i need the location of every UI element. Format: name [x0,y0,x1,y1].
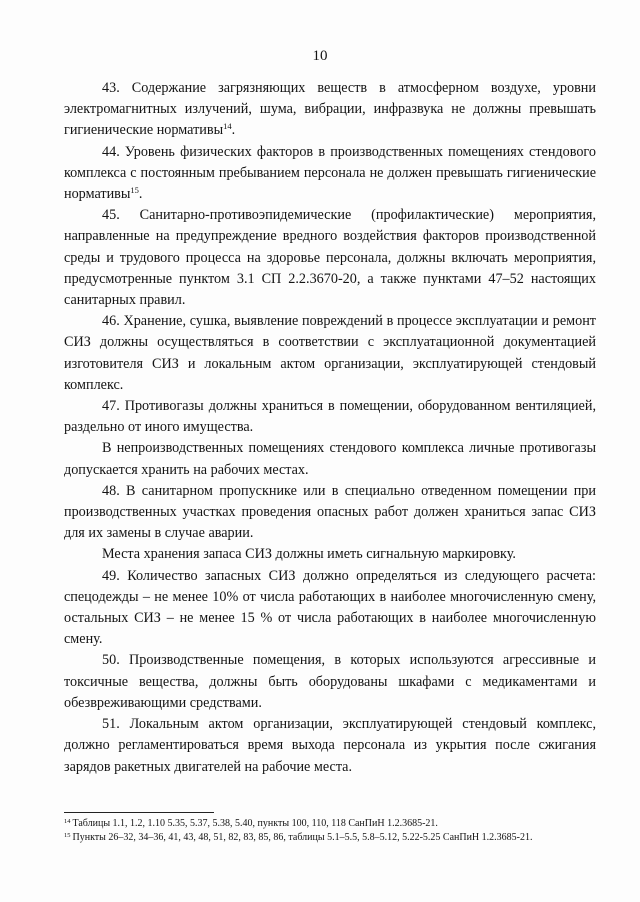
document-body [64,78,596,778]
footnote-mark: 14 [64,818,71,825]
footnote-mark: 15 [64,831,71,839]
paragraph-text: 44. Уровень физических факторов в производственных помещениях стендового комплекса с постоянным пребыванием персонала не должен превышать гигиенические нормативы [64,143,596,203]
footnote-ref: 14 [223,121,232,132]
paragraph-48-continued: Места хранения запаса СИЗ должны иметь сигнальную маркировку. [102,546,516,563]
footnote-separator [64,812,214,813]
paragraph-45: 45. Санитарно-противоэпидемические (профилактические) мероприятия, направленные на предупреждение вредного воздействия факторов производственной среды и трудового процесса на здоровье персонала, должны включать мероприятия, предусмотренные пунктом 3.1 СП 2.2.3670-20, а также пунктами 47–52 настоящих санитарных правил. [64,207,596,309]
footnotes [64,812,596,844]
paragraph-text: 43. Содержание загрязняющих веществ в атмосферном воздухе, уровни электромагнитных излучений, шума, вибрации, инфразвука не должны превышать гигиенические нормативы [64,80,596,139]
page-number: 10 [312,48,328,64]
paragraph-51: 51. Локальным актом организации, эксплуатирующей стендовый комплекс, должно регламентироваться время выхода персонала из укрытия после сжигания зарядов ракетных двигателей на рабочие места. [64,716,596,775]
paragraph-46: 46. Хранение, сушка, выявление повреждений в процессе эксплуатации и ремонт СИЗ должны осуществляться в соответствии с эксплуатационной документацией изготовителя СИЗ и локальным актом организации, эксплуатирующей стендовый комплекс. [64,313,596,393]
footnote-ref: 15 [130,185,139,196]
footnote-14 [64,817,596,831]
footnote-text: Пункты 26–32, 34–36, 41, 43, 48, 51, 82, 83, 85, 86, таблицы 5.1–5.5, 5.8–5.12, 5.22-5.25 СанПиН 1.2.3685-21. [72,831,533,843]
footnote-15 [64,831,596,845]
paragraph-43 [64,78,596,142]
paragraph-44 [64,142,596,206]
paragraph-50: 50. Производственные помещения, в которых используются агрессивные и токсичные вещества, должны быть оборудованы шкафами с медикаментами и обезвреживающими средствами. [64,652,596,711]
paragraph-49: 49. Количество запасных СИЗ должно определяться из следующего расчета: спецодежды – не менее 10% от числа работающих в наиболее многочисленную смену, остальных СИЗ – не менее 15 % от числа работающих в наиболее многочисленную смену. [64,567,596,648]
paragraph-47: 47. Противогазы должны храниться в помещении, оборудованном вентиляцией, раздельно от иного имущества. [64,398,596,436]
paragraph-tail: . [231,122,236,139]
paragraph-tail: . [138,186,143,203]
paragraph-47-continued: В непроизводственных помещениях стендового комплекса личные противогазы допускается хранить на рабочих местах. [64,440,596,478]
paragraph-48: 48. В санитарном пропускнике или в специально отведенном помещении при производственных участках проведения опасных работ должен храниться запас СИЗ для их замены в случае аварии. [64,482,596,542]
footnote-text: Таблицы 1.1, 1.2, 1.10 5.35, 5.37, 5.38, 5.40, пункты 100, 110, 118 СанПиН 1.2.3685-21. [72,818,438,829]
